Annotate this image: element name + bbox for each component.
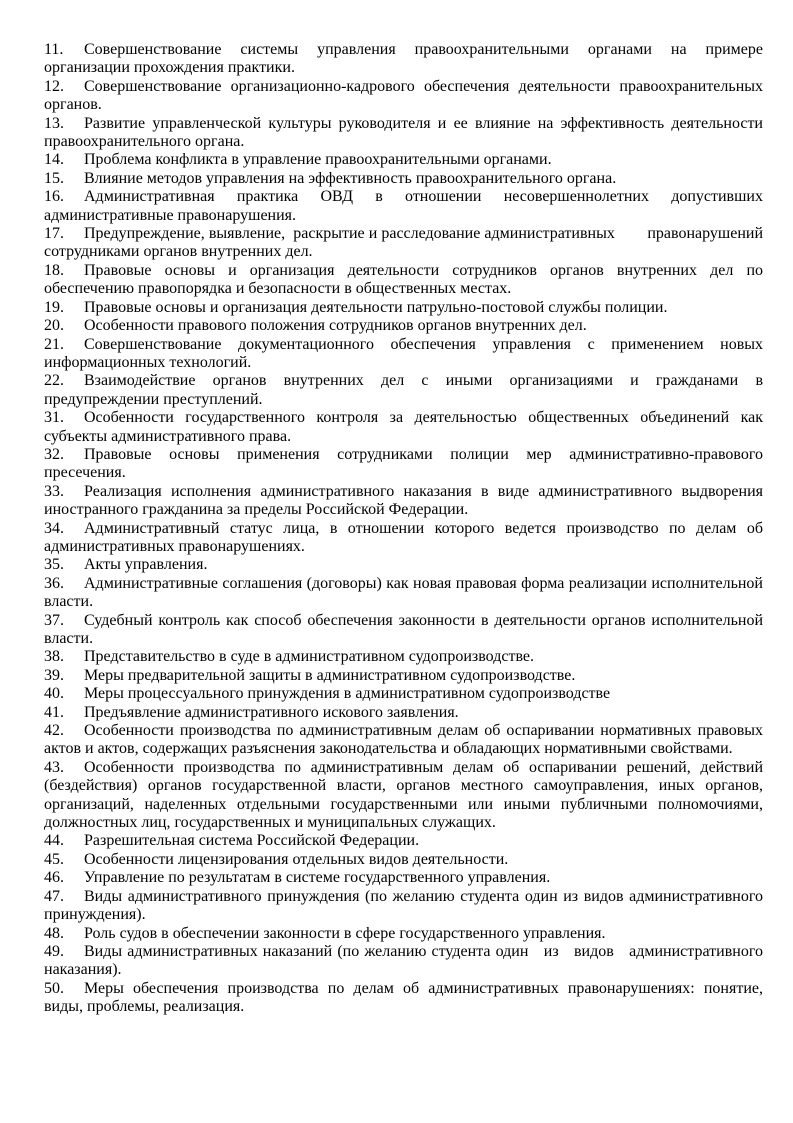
item-number: 34. xyxy=(44,519,64,537)
list-item xyxy=(44,704,763,722)
list-item xyxy=(44,41,767,78)
item-text: Административный статус лица, в отношении которого ведется производство по делам об административных правонарушениях. xyxy=(44,519,767,555)
item-number: 44. xyxy=(44,832,64,850)
item-text: Влияние методов управления на эффективность правоохранительного органа. xyxy=(84,169,617,187)
item-text: Совершенствование организационно-кадрового обеспечения деятельности правоохранительных органов. xyxy=(44,77,767,114)
item-text: Особенности производства по административным делам об оспаривании нормативных правовых актов и актов, содержащих разъяснения законодательства и обладающих нормативными свойствами. xyxy=(44,722,767,758)
item-text: Виды административных наказаний (по желанию студента один из видов административного наказания). xyxy=(44,942,767,979)
list-item xyxy=(44,758,767,833)
item-number: 32. xyxy=(44,445,64,463)
item-number: 37. xyxy=(44,611,64,629)
item-text: Правовые основы и организация деятельности патрульно-постовой службы полиции. xyxy=(84,298,668,316)
item-text: Меры процессуального принуждения в административном судопроизводстве xyxy=(84,685,611,703)
topics-list xyxy=(44,41,767,1017)
item-number: 17. xyxy=(44,225,64,243)
item-text: Правовые основы и организация деятельности сотрудников органов внутренних дел по обеспечению правопорядка и безопасности в общественных местах. xyxy=(44,261,767,298)
item-number: 35. xyxy=(44,556,64,574)
item-number: 21. xyxy=(44,335,64,353)
item-number: 43. xyxy=(44,758,64,776)
item-number: 19. xyxy=(44,298,64,316)
list-item xyxy=(44,667,763,685)
item-text: Реализация исполнения административного наказания в виде административного выдворения иностранного гражданина за пределы Российской Федерации. xyxy=(44,482,767,519)
item-text: Роль судов в обеспечении законности в сфере государственного управления. xyxy=(84,924,606,942)
list-item xyxy=(44,685,763,703)
list-item xyxy=(44,372,767,409)
list-item xyxy=(44,832,763,850)
item-number: 12. xyxy=(44,77,64,95)
item-number: 14. xyxy=(44,151,64,169)
item-text: Предупреждение, выявление, раскрытие и расследование административных правонарушений сотрудниками органов внутренних дел. xyxy=(44,225,767,261)
item-text: Виды административного принуждения (по желанию студента один из видов административного принуждения). xyxy=(44,887,767,924)
item-text: Взаимодействие органов внутренних дел с иными организациями и гражданами в предупреждении преступлений. xyxy=(44,372,767,408)
list-item xyxy=(44,925,763,943)
list-item xyxy=(44,445,767,483)
item-text: Судебный контроль как способ обеспечения законности в деятельности органов исполнительной власти. xyxy=(44,611,767,647)
list-item xyxy=(44,409,767,446)
item-text: Правовые основы применения сотрудниками полиции мер административно-правового пресечения. xyxy=(44,445,767,482)
item-number: 31. xyxy=(44,409,64,427)
list-item xyxy=(44,188,767,225)
list-item xyxy=(44,574,767,612)
list-item xyxy=(44,979,767,1017)
list-item xyxy=(44,151,763,169)
list-item xyxy=(44,942,767,980)
item-text: Акты управления. xyxy=(84,556,208,574)
item-number: 47. xyxy=(44,887,64,905)
list-item xyxy=(44,170,763,188)
item-number: 18. xyxy=(44,261,64,279)
item-number: 46. xyxy=(44,869,64,887)
item-number: 48. xyxy=(44,924,64,942)
item-text: Административные соглашения (договоры) как новая правовая форма реализации исполнительной власти. xyxy=(44,574,767,611)
list-item xyxy=(44,611,767,649)
item-text: Управление по результатам в системе государственного управления. xyxy=(84,869,551,887)
list-item xyxy=(44,317,763,335)
list-item xyxy=(44,299,763,317)
item-number: 49. xyxy=(44,942,64,960)
item-text: Меры предварительной защиты в административном судопроизводстве. xyxy=(84,666,576,684)
list-item xyxy=(44,519,767,557)
item-number: 13. xyxy=(44,114,64,132)
list-item xyxy=(44,887,767,925)
list-item xyxy=(44,225,767,262)
list-item xyxy=(44,851,763,869)
item-number: 16. xyxy=(44,188,64,206)
item-text: Особенности правового положения сотрудников органов внутренних дел. xyxy=(84,317,587,335)
list-item xyxy=(44,556,763,574)
item-text: Административная практика ОВД в отношении несовершеннолетних допустивших административные правонарушения. xyxy=(44,188,767,224)
item-text: Особенности государственного контроля за деятельностью общественных объединений как субъекты административного права. xyxy=(44,409,767,445)
item-text: Разрешительная система Российской Федерации. xyxy=(84,832,420,850)
item-number: 22. xyxy=(44,372,64,390)
item-number: 41. xyxy=(44,703,64,721)
list-item xyxy=(44,114,767,152)
item-number: 40. xyxy=(44,685,64,703)
item-number: 45. xyxy=(44,850,64,868)
item-text: Особенности лицензирования отдельных видов деятельности. xyxy=(84,850,509,868)
item-text: Совершенствование системы управления правоохранительными органами на примере организации прохождения практики. xyxy=(44,41,767,77)
item-number: 20. xyxy=(44,317,64,335)
item-number: 42. xyxy=(44,722,64,740)
item-text: Особенности производства по административным делам об оспаривании решений, действий (бездействия) органов государственной власти, органов местного самоуправления, иных органов, организаций, наделенных отдельными государственными или иными публичными полномочиями, должностных лиц, государственных и муниципальных служащих. xyxy=(44,758,767,832)
item-text: Совершенствование документационного обеспечения управления с применением новых информационных технологий. xyxy=(44,335,767,371)
list-item xyxy=(44,648,763,666)
item-text: Меры обеспечения производства по делам об административных правонарушениях: понятие, виды, проблемы, реализация. xyxy=(44,979,767,1016)
item-number: 15. xyxy=(44,169,64,187)
item-number: 39. xyxy=(44,666,64,684)
item-number: 33. xyxy=(44,482,64,500)
list-item xyxy=(44,482,767,520)
item-number: 38. xyxy=(44,648,64,666)
list-item xyxy=(44,77,767,115)
list-item xyxy=(44,869,763,887)
item-text: Предъявление административного искового заявления. xyxy=(84,703,459,721)
list-item xyxy=(44,335,767,373)
item-number: 50. xyxy=(44,979,64,997)
list-item xyxy=(44,722,767,759)
item-text: Развитие управленческой культуры руководителя и ее влияние на эффективность деятельности правоохранительного органа. xyxy=(44,114,767,151)
item-number: 11. xyxy=(44,41,64,58)
item-text: Проблема конфликта в управление правоохранительными органами. xyxy=(84,151,552,169)
list-item xyxy=(44,261,767,299)
item-number: 36. xyxy=(44,574,64,592)
item-text: Представительство в суде в административном судопроизводстве. xyxy=(84,648,535,666)
